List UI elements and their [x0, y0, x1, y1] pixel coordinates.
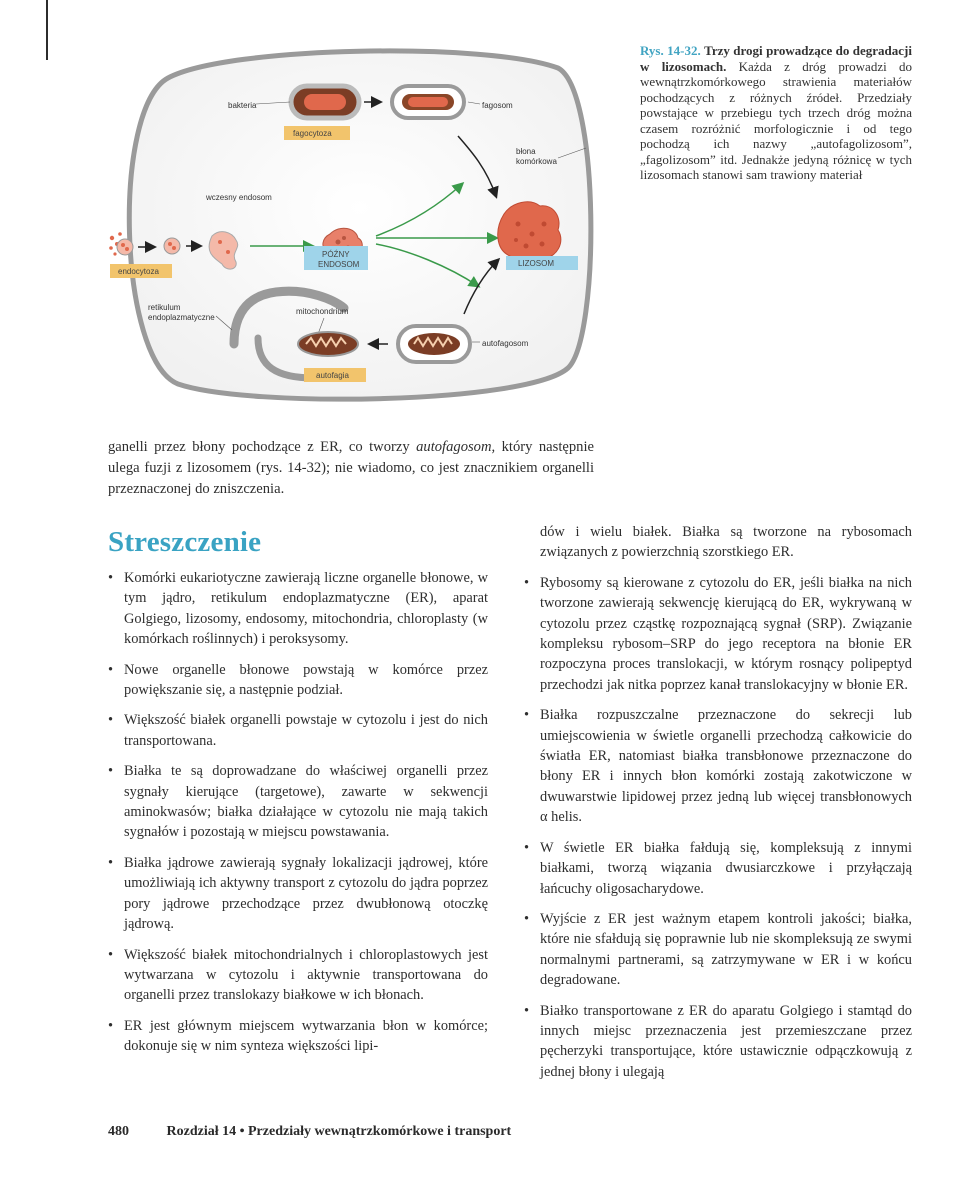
list-item	[524, 838, 912, 899]
bacterium-icon	[291, 86, 359, 118]
summary-left-column	[108, 568, 488, 1067]
label-autophagosome: autofagosom	[482, 339, 529, 348]
label-endoplasmic: endoplazmatyczne	[148, 313, 215, 322]
figure-svg	[108, 38, 608, 408]
list-item	[108, 761, 488, 843]
list-item-text: Nowe organelle błonowe powstają w komórce przez powiększanie się, a następnie podział.	[124, 661, 488, 699]
bullet-glyph: •	[524, 574, 530, 591]
phagosome-icon	[392, 86, 464, 118]
list-item	[108, 568, 488, 650]
list-item-text: Białka jądrowe zawierają sygnały lokalizacji jądrowej, które umożliwiają ich aktywny transport z cytozolu do jądra poprzez pory jądrowe przechodzące przez dwubłonową otoczkę jądrową.	[124, 854, 488, 933]
page-footer	[108, 1124, 511, 1140]
label-bacteria: bakteria	[228, 101, 257, 110]
list-item	[524, 909, 912, 991]
list-item-text: Białka rozpuszczalne przeznaczone do sekrecji lub umiejscowienia w świetle organelli przechodzą całkowicie do światła ER, natomiast białka transbłonowe przeznaczone do błony ER i innych błon komórki zostają zakotwiczone w dwuwarstwie lipidowej przez jedną lub więcej transbłonowych α helis.	[540, 707, 912, 826]
right-continuation-text: dów i wielu białek. Białka są tworzone na rybosomach związanych z powierzchnią szorstkiego ER.	[540, 524, 912, 561]
scan-edge-line	[46, 0, 48, 60]
list-item	[108, 945, 488, 1006]
list-item-text: Białko transportowane z ER do aparatu Golgiego i stamtąd do innych miejsc przeznaczenia jest przemieszczane przez pęcherzyki transportujące, które ustawicznie odpączkowują z jednej błony i ulegają	[540, 1002, 912, 1080]
label-membrane: błona	[516, 147, 536, 156]
label-endosome: ENDOSOM	[318, 260, 360, 269]
label-lysosome: LIZOSOM	[518, 259, 555, 268]
label-early-endosome: wczesny endosom	[206, 193, 272, 202]
list-item	[108, 660, 488, 701]
label-mitochondrion: mitochondrium	[296, 307, 349, 316]
label-phagosome: fagosom	[482, 101, 513, 110]
list-item-text: ER jest głównym miejscem wytwarzania błon w komórce; dokonuje się w nim synteza większości lipi-	[124, 1017, 488, 1055]
list-item-text: Wyjście z ER jest ważnym etapem kontroli jakości; białka, które nie sfałdują się poprawnie lub nie skompleksują ze swymi normalnymi partnerami, są zatrzymywane w ER i w końcu degradowane.	[540, 910, 912, 989]
list-item-text: W świetle ER białka fałdują się, kompleksują z innymi białkami, tworzą wiązania dwusiarczkowe i przyłączają łańcuchy oligosacharydowe.	[540, 839, 912, 897]
list-item	[108, 710, 488, 751]
label-reticulum: retikulum	[148, 303, 181, 312]
list-item-text: Białka te są doprowadzane do właściwej organelli przez sygnały kierujące (targetowe), zawarte w sekwencji aminokwasów; białka działające w cytozolu nie mają takich sygnałów i pozostają w miejscu powstawania.	[124, 763, 488, 841]
autophagosome-icon	[398, 326, 470, 362]
list-item	[108, 853, 488, 935]
bullet-glyph: •	[108, 1017, 114, 1034]
list-item	[524, 573, 912, 695]
bullet-glyph: •	[108, 570, 114, 586]
intro-text-before: ganelli przez błony pochodzące z ER, co tworzy	[108, 439, 417, 455]
chapter-title: Rozdział 14 • Przedziały wewnątrzkomórkowe i transport	[166, 1124, 512, 1139]
list-item-text: Większość białek mitochondrialnych i chloroplastowych jest wytwarzana w cytozolu i aktywnie transportowana do organelli przez translokazy białkowe w ich błonach.	[124, 946, 488, 1004]
page-number: 480	[108, 1124, 129, 1139]
intro-term: autofagosom,	[416, 439, 496, 455]
summary-left-list	[108, 568, 488, 1057]
figure-caption	[640, 43, 912, 183]
bullet-glyph: •	[108, 946, 114, 963]
list-item	[108, 1016, 488, 1057]
list-item	[524, 705, 912, 827]
figure-title: Trzy drogi prowadzące do degradacji w lizosomach.	[640, 43, 913, 74]
summary-heading: Streszczenie	[108, 526, 262, 558]
list-item-text: Większość białek organelli powstaje w cytozolu i jest do nich transportowana.	[124, 712, 488, 749]
intro-paragraph	[108, 437, 594, 500]
list-item	[524, 1001, 912, 1083]
bullet-glyph: •	[524, 839, 530, 856]
early-vesicle-icon	[164, 238, 180, 254]
summary-right-list	[524, 573, 912, 1082]
label-endocytosis: endocytoza	[118, 267, 159, 276]
bullet-glyph: •	[524, 707, 530, 724]
mitochondrion-icon	[298, 332, 358, 356]
label-cell: komórkowa	[516, 157, 557, 166]
summary-right-column	[524, 522, 912, 1092]
bullet-glyph: •	[524, 910, 530, 927]
list-item-text: Rybosomy są kierowane z cytozolu do ER, jeśli białka na nich tworzone zawierają sekwencję kierującą do ER, wykrywaną w cytozolu przez cząstkę rozpoznającą sygnał (SRP). Związanie kompleksu rybosom–SRP do jego receptora na błonie ER rozpoczyna proces translokacji, w którym rosnący polipeptyd przechodzi jak nitka poprzez kanał translokacyjny w błonie ER.	[540, 574, 912, 693]
lysosome-pathways-figure	[108, 38, 608, 408]
list-item-text: Komórki eukariotyczne zawierają liczne organelle błonowe, w tym jądro, retikulum endoplazmatyczne (ER), aparat Golgiego, lizosomy, endosomy, mitochondria, chloroplasty (w komórkach roślinnych) i peroksysomy.	[124, 570, 488, 648]
intro-text-after: który następnie ulega fuzji z lizosomem (rys. 14-32); nie wiadomo, co jest znacznikiem organelli przeznaczonej do zniszczenia.	[108, 439, 594, 497]
endocytic-vesicle-icon	[117, 239, 133, 255]
bullet-glyph: •	[108, 712, 114, 729]
figure-caption-body: Każda z dróg prowadzi do wewnątrzkomórkowego strawienia materiałów pochodzących z różnych źródeł. Przedziały powstające w przebiegu tych trzech dróg można czasem rozróżnić morfologicznie i od tego pochodzą ich nazwy „autofagolizosom”, „fagolizosom” itd. Jednakże jedyną różnicę w tych lizosomach stanowi sam trawiony materiał	[640, 58, 913, 182]
bullet-glyph: •	[524, 1002, 530, 1019]
bullet-glyph: •	[108, 661, 114, 678]
label-autophagy: autofagia	[316, 371, 349, 380]
label-late: PÓŹNY	[322, 250, 350, 259]
figure-number: Rys. 14-32.	[640, 43, 701, 58]
bullet-glyph: •	[108, 763, 114, 780]
bullet-glyph: •	[108, 854, 114, 871]
label-phagocytosis: fagocytoza	[293, 129, 332, 138]
